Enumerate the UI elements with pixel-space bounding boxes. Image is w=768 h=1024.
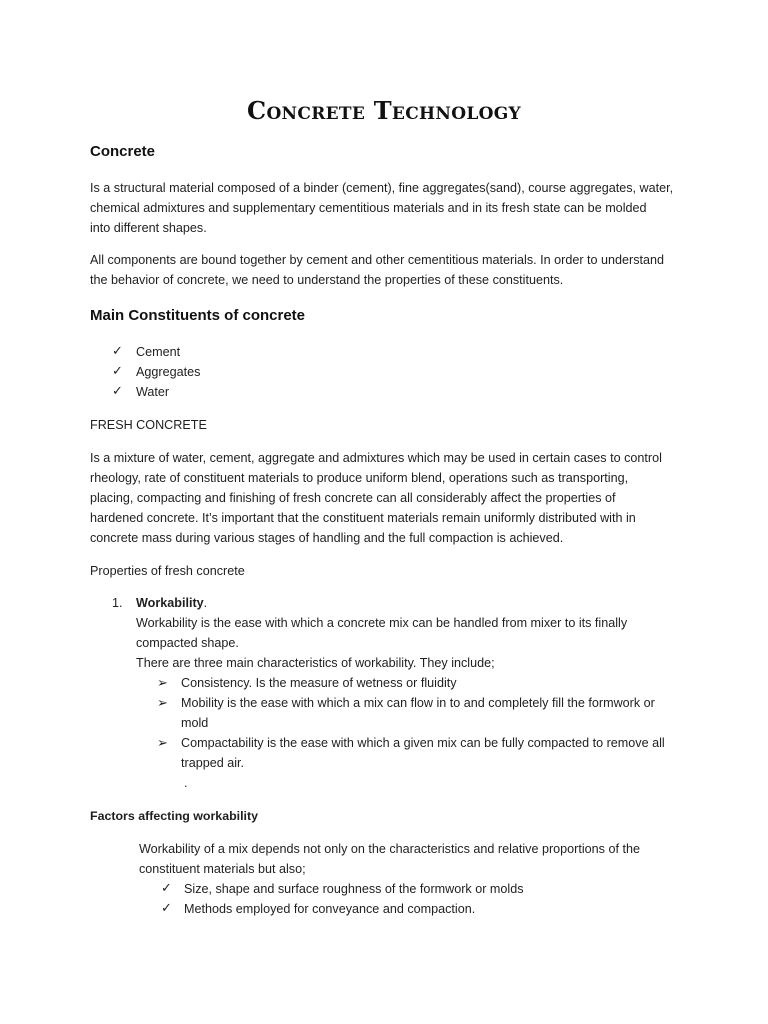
factors-heading: Factors affecting workability xyxy=(90,809,258,823)
text-line: chemical admixtures and supplementary cementitious materials and in its fresh state can be molded xyxy=(90,201,647,215)
checkmark-icon: ✓ xyxy=(112,343,123,358)
checkmark-icon: ✓ xyxy=(112,383,123,398)
fresh-concrete-heading: FRESH CONCRETE xyxy=(90,418,207,432)
characteristic-item: Consistency. Is the measure of wetness or fluidity xyxy=(181,676,457,690)
characteristic-item: Compactability is the ease with which a given mix can be fully compacted to remove all xyxy=(181,736,665,750)
checkmark-icon: ✓ xyxy=(161,880,172,895)
list-item: Water xyxy=(136,385,170,399)
checkmark-icon: ✓ xyxy=(112,363,123,378)
text-line: Is a mixture of water, cement, aggregate and admixtures which may be used in certain cases to control xyxy=(90,451,662,465)
workability-definition: compacted shape. xyxy=(136,636,239,650)
factor-item: Methods employed for conveyance and compaction. xyxy=(184,902,476,916)
fresh-concrete-paragraph xyxy=(90,448,690,548)
list-item: Aggregates xyxy=(136,365,201,379)
text-line: Is a structural material composed of a binder (cement), fine aggregates(sand), course aggregates, water, xyxy=(90,181,674,195)
workability-intro: There are three main characteristics of workability. They include; xyxy=(136,656,495,670)
checkmark-icon: ✓ xyxy=(161,900,172,915)
text-line: All components are bound together by cement and other cementitious materials. In order to understand xyxy=(90,253,665,267)
concrete-definition xyxy=(90,178,690,238)
concrete-heading: Concrete xyxy=(90,143,156,160)
text-line: placing, compacting and finishing of fresh concrete can all considerably affect the properties of xyxy=(90,491,616,505)
stray-dot: . xyxy=(184,776,188,790)
text-line: into different shapes. xyxy=(90,221,207,235)
characteristic-item-continued: trapped air. xyxy=(181,756,245,770)
characteristic-item-continued: mold xyxy=(181,716,209,730)
text-line: concrete mass during various stages of handling and the full compaction is achieved. xyxy=(90,531,564,545)
list-item: Cement xyxy=(136,345,181,359)
components-paragraph xyxy=(90,250,690,290)
arrow-bullet-icon: ➢ xyxy=(157,695,168,710)
workability-label xyxy=(136,593,207,613)
document-title: Concrete Technology xyxy=(247,96,521,125)
factor-item: Size, shape and surface roughness of the formwork or molds xyxy=(184,882,524,896)
workability-label-text: Workability xyxy=(136,596,204,610)
arrow-bullet-icon: ➢ xyxy=(157,735,168,750)
arrow-bullet-icon: ➢ xyxy=(157,675,168,690)
constituents-heading: Main Constituents of concrete xyxy=(90,307,306,324)
characteristic-item: Mobility is the ease with which a mix can flow in to and completely fill the formwork or xyxy=(181,696,655,710)
factors-paragraph: Workability of a mix depends not only on the characteristics and relative proportions of the xyxy=(139,842,640,856)
workability-label-suffix: . xyxy=(203,596,208,610)
text-line: the behavior of concrete, we need to understand the properties of these constituents. xyxy=(90,273,564,287)
factors-paragraph: constituent materials but also; xyxy=(139,862,306,876)
text-line: hardened concrete. It’s important that the constituent materials remain uniformly distributed with in xyxy=(90,511,636,525)
properties-heading: Properties of fresh concrete xyxy=(90,564,245,578)
workability-definition: Workability is the ease with which a concrete mix can be handled from mixer to its finally xyxy=(136,616,628,630)
list-number: 1. xyxy=(112,596,123,610)
text-line: rheology, rate of constituent materials to produce uniform blend, operations such as transporting, xyxy=(90,471,629,485)
